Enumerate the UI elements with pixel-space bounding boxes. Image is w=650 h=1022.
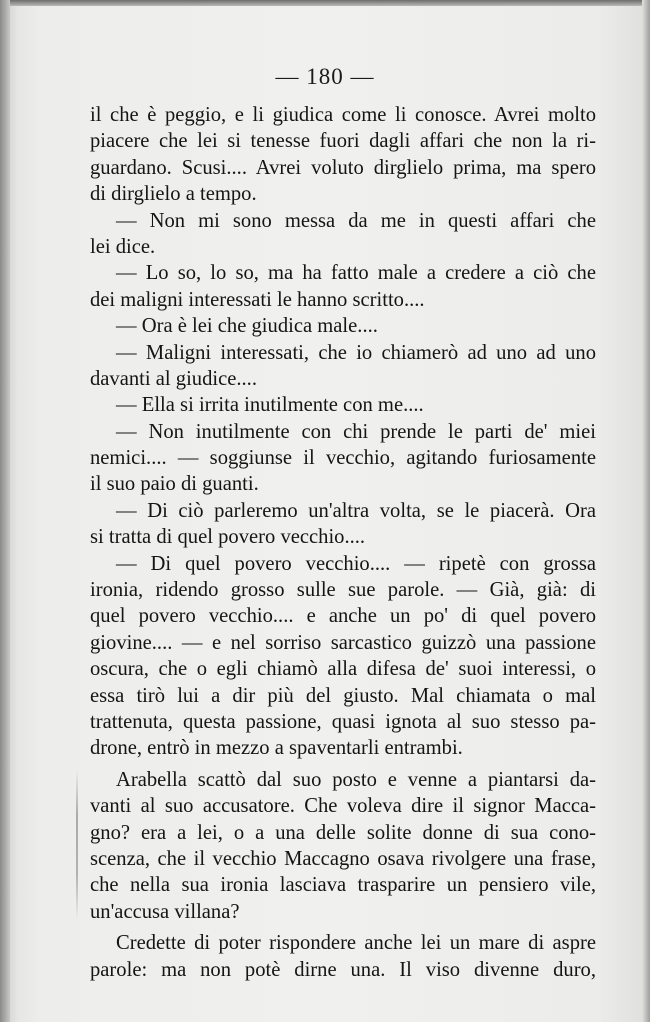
text-line: — Lo so, lo so, ma ha fatto male a credere a ciò che [116,262,596,285]
page-right-edge [642,0,650,1022]
text-line: — Non mi sono messa da me in questi affari che [116,209,596,232]
text-line: un'accusa villana? [90,900,240,923]
page-left-edge [0,0,10,1022]
text-line: essa tirò lui a dir più del giusto. Mal chiamata o mal [90,684,596,707]
text-line: — Di ciò parleremo un'altra volta, se le piacerà. Ora [116,499,596,522]
text-line: Credette di poter rispondere anche lei un mare di aspre [116,932,596,955]
pencil-margin-mark [76,770,78,920]
text-line: drone, entrò in mezzo a spaventarli entrambi. [90,737,463,760]
text-line: trattenuta, questa passione, quasi ignota al suo stesso pa- [90,710,596,733]
text-line: nemici.... — soggiunse il vecchio, agitando furiosamente [90,447,596,470]
text-line: Arabella scattò dal suo posto e venne a piantarsi da- [116,768,596,791]
text-line: — Non inutilmente con chi prende le parti de' miei [116,420,596,443]
text-line: davanti al giudice.... [90,367,257,390]
text-line: — Maligni interessati, che io chiamerò ad uno ad uno [116,341,596,364]
text-line: che nella sua ironia lasciava trasparire un pensiero vile, [90,874,596,897]
text-line: si tratta di quel povero vecchio.... [90,526,366,549]
body-text [90,102,596,983]
text-line: quel povero vecchio.... e anche un po' di quel povero [90,605,596,628]
page-number: — 180 — [275,64,375,89]
text-line: giovine.... — e nel sorriso sarcastico guizzò una passione [90,631,596,654]
text-line: — Ella si irrita inutilmente con me.... [116,394,424,417]
text-line: parole: ma non potè dirne una. Il viso divenne duro, [90,958,596,981]
text-line: il che è peggio, e li giudica come li conosce. Avrei molto [90,104,596,126]
page-top-edge [0,0,650,6]
text-line: — Di quel povero vecchio.... — ripetè con grossa [116,552,596,575]
text-line: oscura, che o egli chiamò alla difesa de' suoi interessi, o [90,658,596,681]
text-line: — Ora è lei che giudica male.... [116,315,378,338]
text-line: dei maligni interessati le hanno scritto.... [90,288,425,311]
text-line: scenza, che il vecchio Maccagno osava rivolgere una frase, [90,847,596,870]
text-line: ironia, ridendo grosso sulle sue parole. — Già, già: di [90,579,596,602]
text-line: vanti al suo accusatore. Che voleva dire il signor Macca- [90,795,596,818]
text-line: il suo paio di guanti. [90,473,259,496]
text-line: piacere che lei si tenesse fuori dagli affari che non la ri- [90,130,596,153]
text-line: lei dice. [90,235,156,258]
text-line: guardano. Scusi.... Avrei voluto dirglielo prima, ma spero [90,156,596,179]
text-line: di dirglielo a tempo. [90,183,257,206]
text-line: gno? era a lei, o a una delle solite donne di sua cono- [90,821,596,844]
